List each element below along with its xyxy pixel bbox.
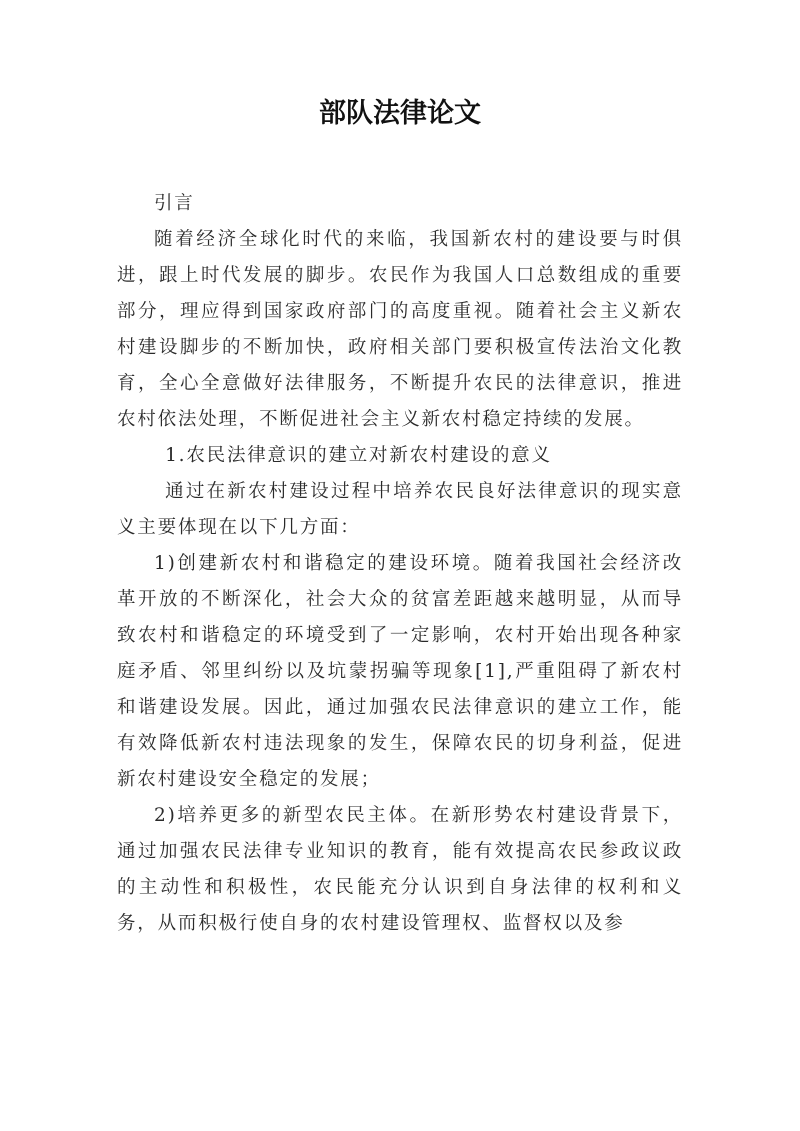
document-body	[117, 186, 683, 942]
paragraph-intro-heading: 引言	[154, 193, 195, 214]
paragraph-point-1: 1)创建新农村和谐稳定的建设环境。随着我国社会经济改革开放的不断深化，社会大众的贫富差距越来越明显，从而导致农村和谐稳定的环境受到了一定影响，农村开始出现各种家庭矛盾、邻里纠纷以及坑蒙拐骗等现象[1],严重阻碍了新农村和谐建设发展。因此，通过加强农民法律意识的建立工作，能有效降低新农村违法现象的发生，保障农民的切身利益，促进新农村建设安全稳定的发展；	[117, 553, 683, 790]
document-title: 部队法律论文	[319, 98, 481, 129]
paragraph-point-2: 2)培养更多的新型农民主体。在新形势农村建设背景下，通过加强农民法律专业知识的教育，能有效提高农民参政议政的主动性和积极性，农民能充分认识到自身法律的权利和义务，从而积极行使自身的农村建设管理权、监督权以及参	[117, 805, 683, 934]
section-heading-1: 1.农民法律意识的建立对新农村建设的意义	[165, 445, 552, 466]
paragraph-section-1-lead: 通过在新农村建设过程中培养农民良好法律意识的现实意义主要体现在以下几方面：	[117, 481, 683, 538]
paragraph-intro: 随着经济全球化时代的来临，我国新农村的建设要与时俱进，跟上时代发展的脚步。农民作为我国人口总数组成的重要部分，理应得到国家政府部门的高度重视。随着社会主义新农村建设脚步的不断加快，政府相关部门要积极宣传法治文化教育，全心全意做好法律服务，不断提升农民的法律意识，推进农村依法处理，不断促进社会主义新农村稳定持续的发展。	[117, 229, 683, 430]
